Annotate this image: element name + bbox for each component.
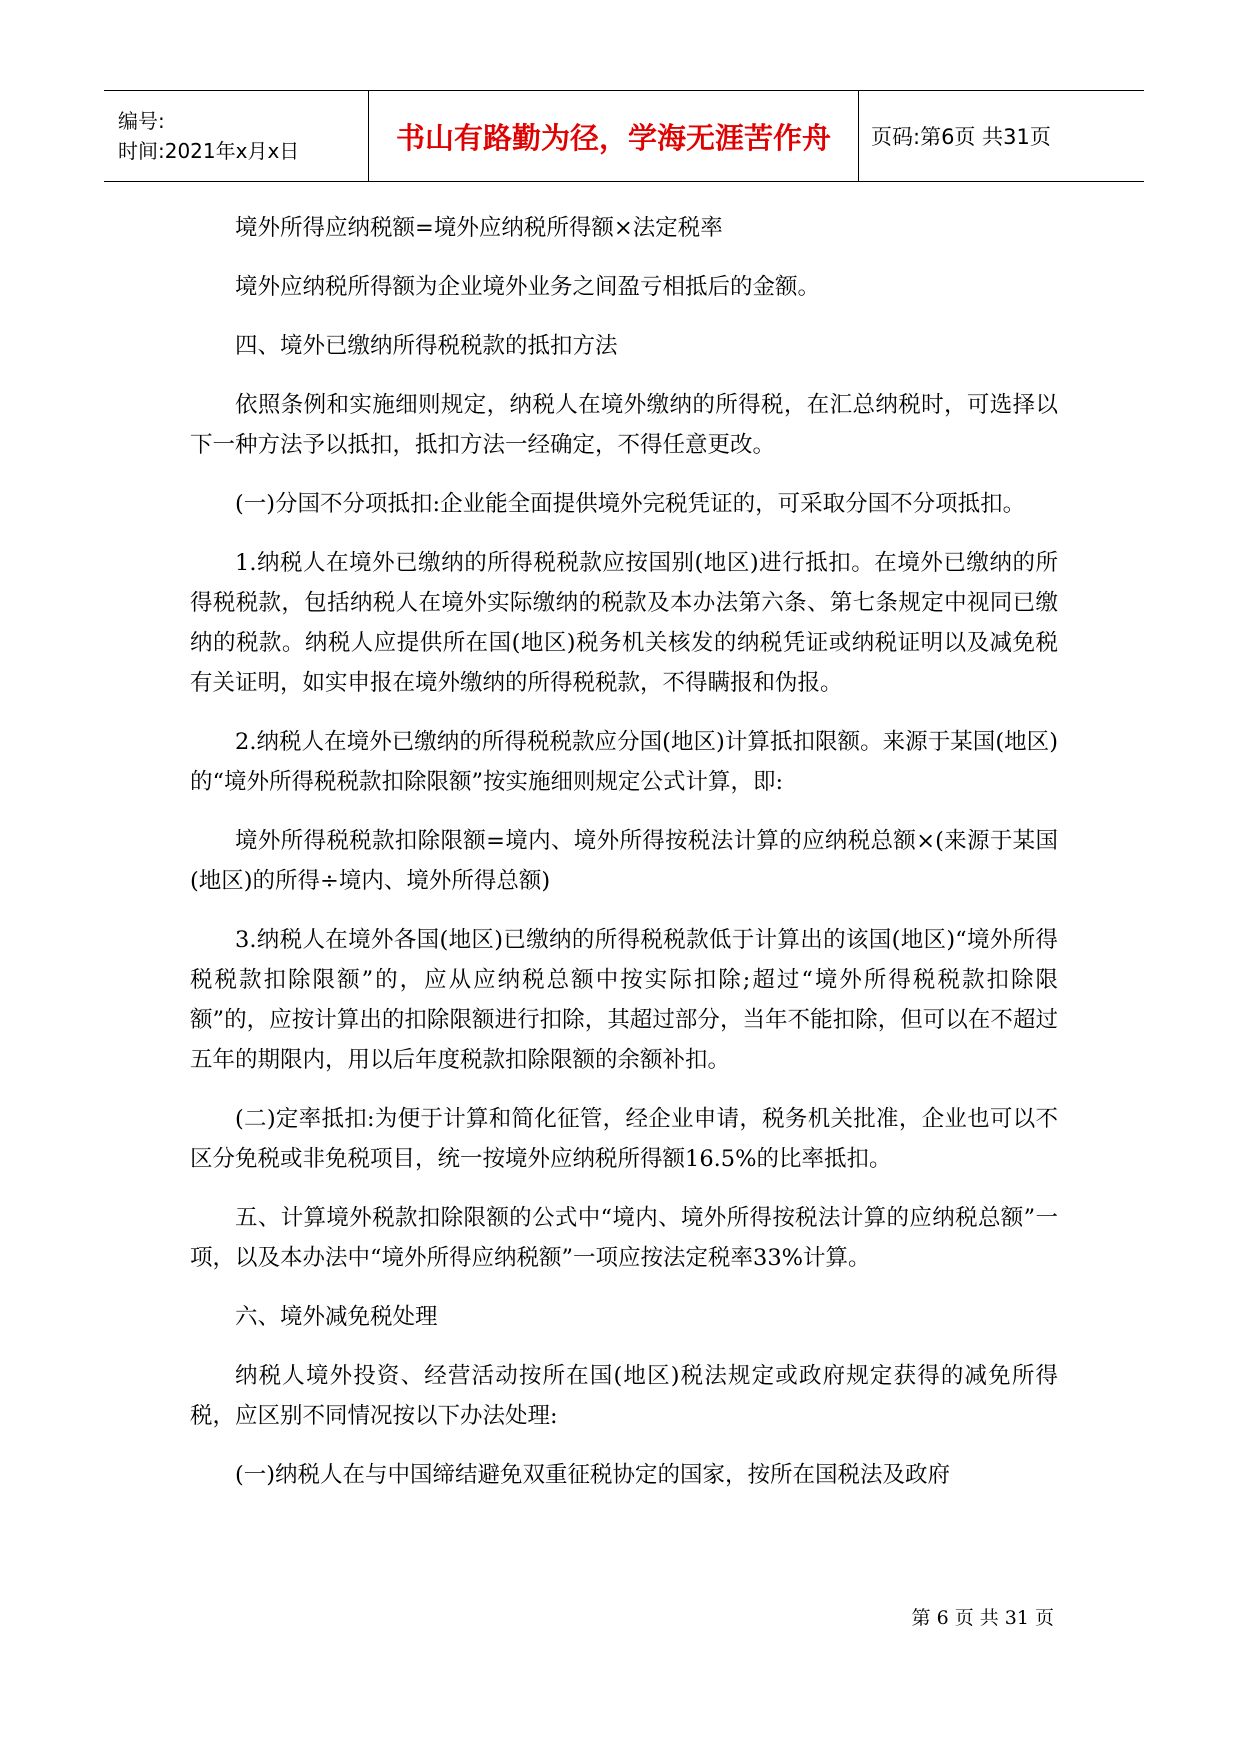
document-body [190, 208, 1058, 1514]
paragraph: (二)定率抵扣:为便于计算和简化征管，经企业申请，税务机关批准，企业也可以不区分免税或非免税项目，统一按境外应纳税所得额16.5%的比率抵扣。 [190, 1106, 1058, 1172]
paragraph: (一)纳税人在与中国缔结避免双重征税协定的国家，按所在国税法及政府 [235, 1462, 951, 1488]
header-meta [104, 91, 369, 181]
document-number-label: 编号: [118, 109, 165, 133]
header-motto-cell [369, 91, 859, 181]
header-page-label: 页码:第6页 共31页 [871, 125, 1051, 149]
paragraph: 境外所得应纳税额=境外应纳税所得额×法定税率 [235, 215, 723, 241]
section-heading: 六、境外减免税处理 [235, 1304, 438, 1330]
section-heading: 四、境外已缴纳所得税税款的抵扣方法 [235, 333, 618, 359]
document-time-label: 时间:2021年x月x日 [118, 139, 300, 163]
paragraph: 2.纳税人在境外已缴纳的所得税税款应分国(地区)计算抵扣限额。来源于某国(地区)的“境外所得税税款扣除限额”按实施细则规定公式计算，即: [190, 729, 1058, 795]
paragraph: 境外应纳税所得额为企业境外业务之间盈亏相抵后的金额。 [235, 274, 821, 300]
paragraph: (一)分国不分项抵扣:企业能全面提供境外完税凭证的，可采取分国不分项抵扣。 [235, 491, 1026, 517]
page-footer: 第 6 页 共 31 页 [911, 1607, 1054, 1629]
paragraph: 依照条例和实施细则规定，纳税人在境外缴纳的所得税，在汇总纳税时，可选择以下一种方法予以抵扣，抵扣方法一经确定，不得任意更改。 [190, 392, 1058, 458]
header-motto: 书山有路勤为径，学海无涯苦作舟 [395, 120, 831, 155]
formula-paragraph: 境外所得税税款扣除限额=境内、境外所得按税法计算的应纳税总额×(来源于某国(地区)的所得÷境内、境外所得总额) [190, 828, 1058, 894]
page-header [104, 90, 1144, 182]
section-heading: 五、计算境外税款扣除限额的公式中“境内、境外所得按税法计算的应纳税总额”一项，以及本办法中“境外所得应纳税额”一项应按法定税率33%计算。 [190, 1205, 1058, 1271]
paragraph: 纳税人境外投资、经营活动按所在国(地区)税法规定或政府规定获得的减免所得税，应区别不同情况按以下办法处理: [190, 1363, 1058, 1429]
paragraph: 3.纳税人在境外各国(地区)已缴纳的所得税税款低于计算出的该国(地区)“境外所得税税款扣除限额”的，应从应纳税总额中按实际扣除;超过“境外所得税税款扣除限额”的，应按计算出的扣除限额进行扣除，其超过部分，当年不能扣除，但可以在不超过五年的期限内，用以后年度税款扣除限额的余额补扣。 [190, 927, 1058, 1073]
header-page-cell [859, 91, 1144, 181]
paragraph: 1.纳税人在境外已缴纳的所得税税款应按国别(地区)进行抵扣。在境外已缴纳的所得税税款，包括纳税人在境外实际缴纳的税款及本办法第六条、第七条规定中视同已缴纳的税款。纳税人应提供所在国(地区)税务机关核发的纳税凭证或纳税证明以及减免税有关证明，如实申报在境外缴纳的所得税税款，不得瞒报和伪报。 [190, 550, 1058, 696]
